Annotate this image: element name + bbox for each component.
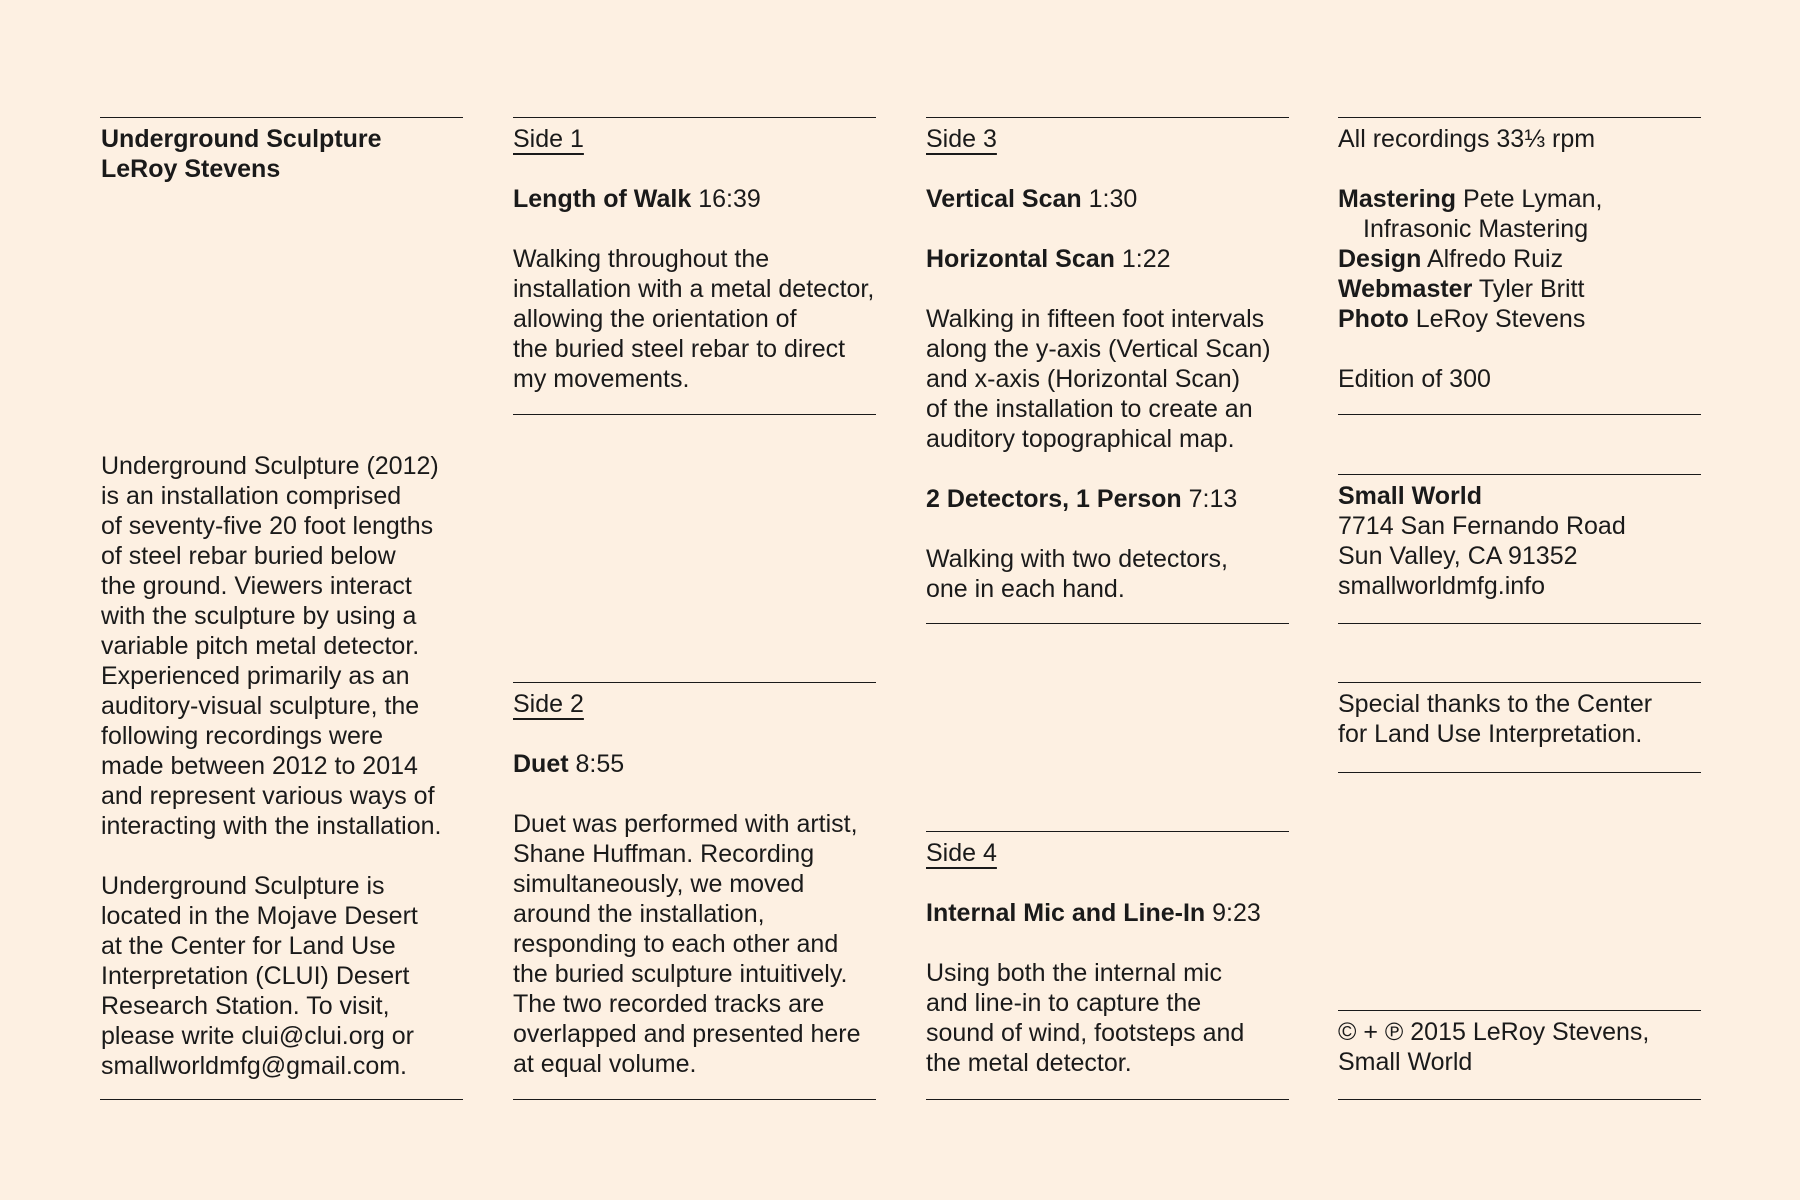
side1-bottom-rule bbox=[513, 414, 876, 415]
credit-mastering-value-2: Infrasonic Mastering bbox=[1363, 215, 1589, 243]
side2-track-time: 8:55 bbox=[575, 750, 625, 778]
text-line: Experienced primarily as an bbox=[101, 662, 410, 690]
side4-description bbox=[926, 958, 1301, 1078]
text-line: the buried sculpture intuitively. bbox=[513, 960, 848, 988]
text-line: one in each hand. bbox=[926, 575, 1125, 603]
thanks-block bbox=[1338, 689, 1713, 749]
label-website: smallworldmfg.info bbox=[1338, 572, 1546, 600]
side1-top-rule bbox=[513, 117, 876, 118]
location-lines bbox=[101, 871, 476, 1081]
side3-bottom-rule bbox=[926, 623, 1289, 624]
text-line: overlapped and presented here bbox=[513, 1020, 861, 1048]
text-line: is an installation comprised bbox=[101, 482, 402, 510]
side2-label: Side 2 bbox=[513, 690, 584, 718]
side4-track-title: Internal Mic and Line-In bbox=[926, 899, 1206, 927]
side1-track-title: Length of Walk bbox=[513, 185, 692, 213]
credit-mastering-value: Pete Lyman, bbox=[1463, 185, 1603, 213]
text-line: sound of wind, footsteps and bbox=[926, 1019, 1245, 1047]
label-name: Small World bbox=[1338, 482, 1483, 510]
side4-track bbox=[926, 898, 1301, 928]
side2-description bbox=[513, 809, 888, 1079]
credit-design-label: Design bbox=[1338, 245, 1422, 273]
text-line: along the y-axis (Vertical Scan) bbox=[926, 335, 1271, 363]
side3-description-1 bbox=[926, 304, 1301, 454]
side3-track3-title: 2 Detectors, 1 Person bbox=[926, 485, 1182, 513]
copyright-block bbox=[1338, 1017, 1713, 1077]
thanks-bottom-rule bbox=[1338, 772, 1701, 773]
text-line: Duet was performed with artist, bbox=[513, 810, 858, 838]
text-line: and x-axis (Horizontal Scan) bbox=[926, 365, 1241, 393]
edition: Edition of 300 bbox=[1338, 365, 1491, 393]
text-line: the buried steel rebar to direct bbox=[513, 335, 846, 363]
artist-name: LeRoy Stevens bbox=[101, 155, 281, 183]
side3-track2 bbox=[926, 244, 1301, 274]
copyright-line-2: Small World bbox=[1338, 1048, 1473, 1076]
text-line: made between 2012 to 2014 bbox=[101, 752, 418, 780]
side2-track bbox=[513, 749, 888, 779]
copyright-bottom-rule bbox=[1338, 1099, 1701, 1100]
side3-top-rule bbox=[926, 117, 1289, 118]
credit-mastering bbox=[1338, 184, 1713, 214]
text-line: smallworldmfg@gmail.com. bbox=[101, 1052, 407, 1080]
credit-webmaster-value: Tyler Britt bbox=[1478, 275, 1585, 303]
text-line: the metal detector. bbox=[926, 1049, 1132, 1077]
side2-block bbox=[513, 689, 888, 1079]
side3-label: Side 3 bbox=[926, 125, 997, 153]
text-line: Underground Sculpture is bbox=[101, 872, 385, 900]
credit-webmaster bbox=[1338, 274, 1713, 304]
credits-bottom-rule bbox=[1338, 414, 1701, 415]
text-line: with the sculpture by using a bbox=[101, 602, 417, 630]
side1-description bbox=[513, 244, 888, 394]
text-line: my movements. bbox=[513, 365, 690, 393]
text-line: Walking with two detectors, bbox=[926, 545, 1228, 573]
credit-mastering-label: Mastering bbox=[1338, 185, 1457, 213]
text-line: at equal volume. bbox=[513, 1050, 697, 1078]
text-line: following recordings were bbox=[101, 722, 384, 750]
side3-track1-time: 1:30 bbox=[1088, 185, 1138, 213]
label-bottom-rule bbox=[1338, 623, 1701, 624]
recording-speed: All recordings 33⅓ rpm bbox=[1338, 125, 1596, 153]
copyright-line-1: © + ℗ 2015 LeRoy Stevens, bbox=[1338, 1018, 1650, 1046]
thanks-top-rule bbox=[1338, 682, 1701, 683]
side4-block bbox=[926, 838, 1301, 1078]
text-line: Interpretation (CLUI) Desert bbox=[101, 962, 410, 990]
credits-block bbox=[1338, 124, 1713, 394]
side2-top-rule bbox=[513, 682, 876, 683]
side1-block bbox=[513, 124, 888, 394]
credits-top-rule bbox=[1338, 117, 1701, 118]
label-top-rule bbox=[1338, 474, 1701, 475]
text-line: Walking throughout the bbox=[513, 245, 770, 273]
thanks-line-2: for Land Use Interpretation. bbox=[1338, 720, 1643, 748]
text-line: The two recorded tracks are bbox=[513, 990, 825, 1018]
side4-label: Side 4 bbox=[926, 839, 997, 867]
text-line: allowing the orientation of bbox=[513, 305, 797, 333]
credit-photo-value: LeRoy Stevens bbox=[1415, 305, 1586, 333]
credit-photo bbox=[1338, 304, 1713, 334]
text-line: auditory-visual sculpture, the bbox=[101, 692, 420, 720]
side2-track-title: Duet bbox=[513, 750, 569, 778]
text-line: and line-in to capture the bbox=[926, 989, 1202, 1017]
thanks-line-1: Special thanks to the Center bbox=[1338, 690, 1653, 718]
album-title: Underground Sculpture bbox=[101, 125, 382, 153]
description-lines bbox=[101, 451, 476, 841]
album-title-block bbox=[101, 124, 476, 184]
label-block bbox=[1338, 481, 1713, 601]
text-line: please write clui@clui.org or bbox=[101, 1022, 415, 1050]
side4-track-time: 9:23 bbox=[1212, 899, 1261, 927]
text-line: and represent various ways of bbox=[101, 782, 435, 810]
side3-track2-title: Horizontal Scan bbox=[926, 245, 1115, 273]
text-line: Walking in fifteen foot intervals bbox=[926, 305, 1265, 333]
text-line: interacting with the installation. bbox=[101, 812, 442, 840]
text-line: responding to each other and bbox=[513, 930, 839, 958]
text-line: of the installation to create an bbox=[926, 395, 1253, 423]
text-line: Research Station. To visit, bbox=[101, 992, 390, 1020]
side4-bottom-rule bbox=[926, 1099, 1289, 1100]
text-line: at the Center for Land Use bbox=[101, 932, 396, 960]
side1-label: Side 1 bbox=[513, 125, 584, 153]
text-line: installation with a metal detector, bbox=[513, 275, 875, 303]
credit-design bbox=[1338, 244, 1713, 274]
copyright-top-rule bbox=[1338, 1010, 1701, 1011]
text-line: auditory topographical map. bbox=[926, 425, 1235, 453]
side3-track3-time: 7:13 bbox=[1188, 485, 1238, 513]
text-line: located in the Mojave Desert bbox=[101, 902, 418, 930]
side2-bottom-rule bbox=[513, 1099, 876, 1100]
credit-webmaster-label: Webmaster bbox=[1338, 275, 1473, 303]
credit-photo-label: Photo bbox=[1338, 305, 1409, 333]
side3-track2-time: 1:22 bbox=[1121, 245, 1171, 273]
col1-top-rule bbox=[100, 117, 463, 118]
side3-block bbox=[926, 124, 1301, 604]
credit-design-value: Alfredo Ruiz bbox=[1426, 245, 1564, 273]
side1-track bbox=[513, 184, 888, 214]
col1-bottom-rule bbox=[100, 1099, 463, 1100]
text-line: the ground. Viewers interact bbox=[101, 572, 412, 600]
text-line: Shane Huffman. Recording bbox=[513, 840, 815, 868]
side3-track3 bbox=[926, 484, 1301, 514]
side4-top-rule bbox=[926, 831, 1289, 832]
text-line: of steel rebar buried below bbox=[101, 542, 396, 570]
label-address-1: 7714 San Fernando Road bbox=[1338, 512, 1626, 540]
side3-track1 bbox=[926, 184, 1301, 214]
text-line: around the installation, bbox=[513, 900, 765, 928]
label-address-2: Sun Valley, CA 91352 bbox=[1338, 542, 1578, 570]
side1-track-time: 16:39 bbox=[698, 185, 761, 213]
text-line: of seventy-five 20 foot lengths bbox=[101, 512, 434, 540]
text-line: simultaneously, we moved bbox=[513, 870, 805, 898]
side3-track1-title: Vertical Scan bbox=[926, 185, 1082, 213]
text-line: Using both the internal mic bbox=[926, 959, 1222, 987]
text-line: variable pitch metal detector. bbox=[101, 632, 420, 660]
description-block bbox=[101, 451, 476, 1081]
side3-description-2 bbox=[926, 544, 1301, 604]
text-line: Underground Sculpture (2012) bbox=[101, 452, 439, 480]
